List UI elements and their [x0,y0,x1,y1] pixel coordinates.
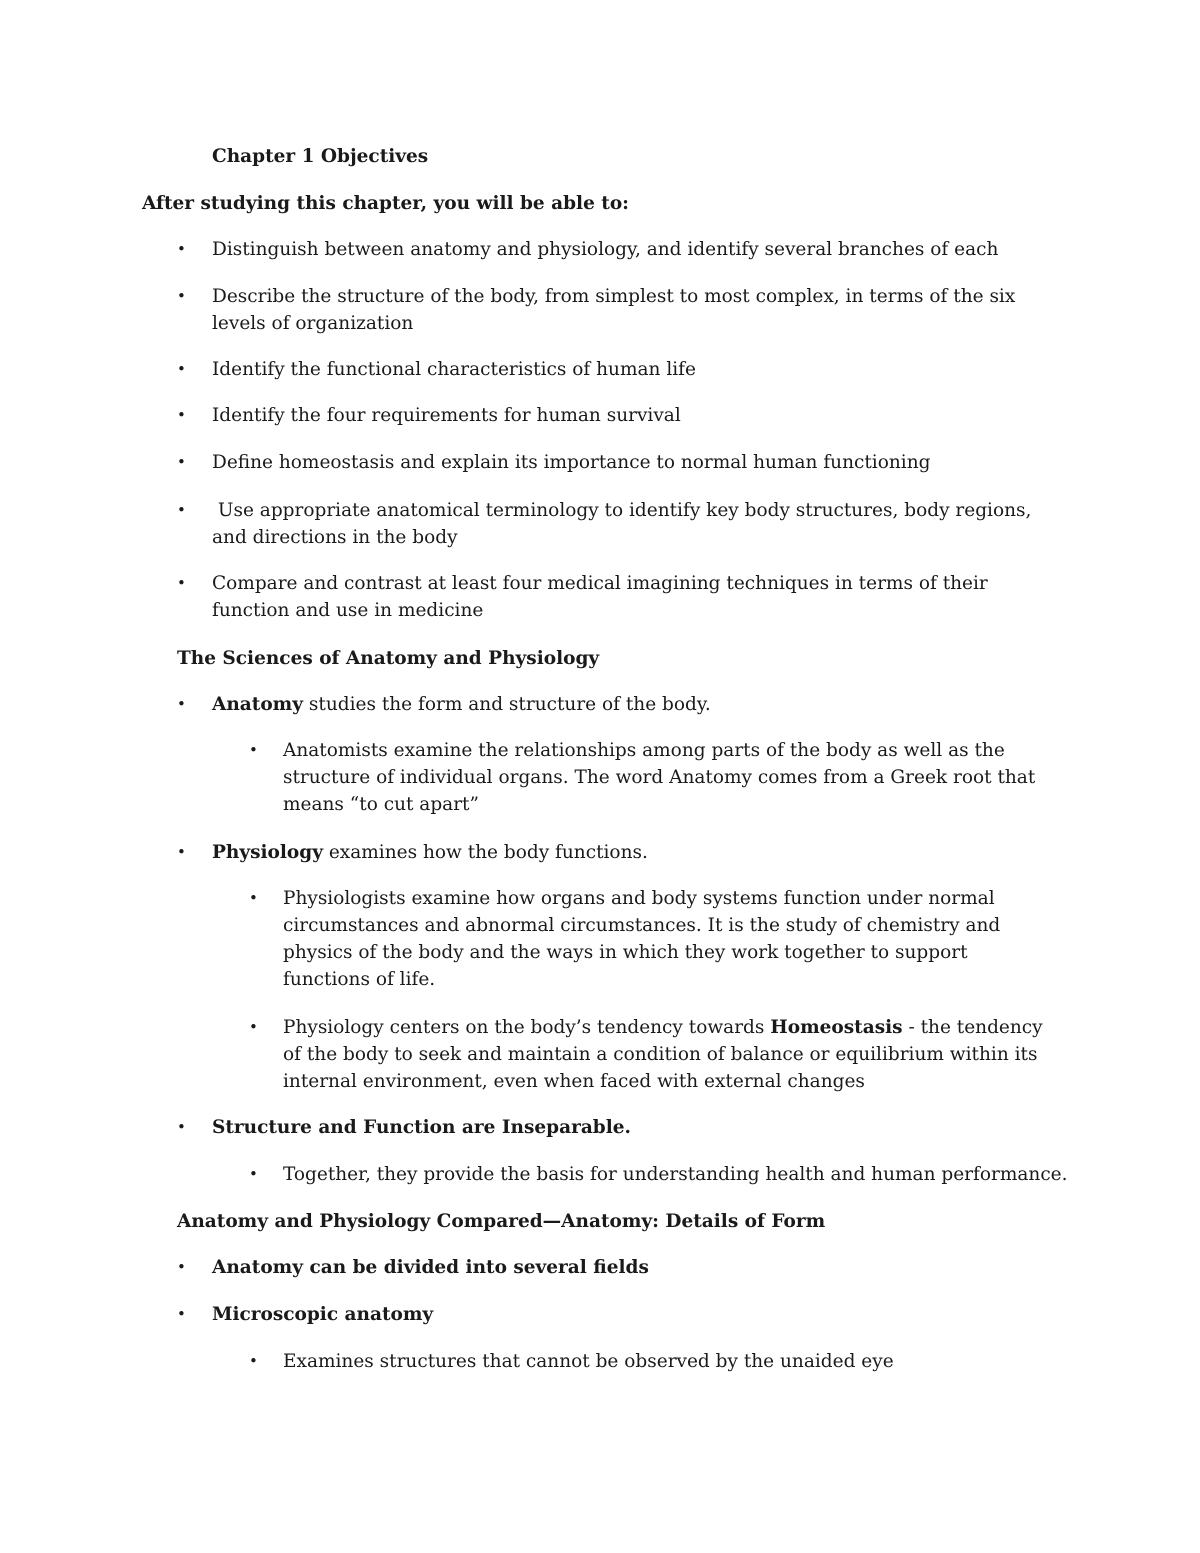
bullet-marker: • [177,501,186,519]
bullet-marker: • [177,1258,186,1276]
intro-text: After studying this chapter, you will be able to: [142,193,630,214]
homeostasis-text: internal environment, even when faced with external changes [283,1071,865,1092]
bullet-marker: • [177,574,186,592]
sub-bullet-marker: • [249,1018,258,1036]
bullet-marker: • [177,240,186,258]
objective-item: Compare and contrast at least four medical imagining techniques in terms of their [212,573,988,594]
physiology-text: examines how the body functions. [322,842,648,863]
anatomy-fields-item: Anatomy can be divided into several fields [212,1257,649,1278]
bullet-marker: • [177,287,186,305]
anatomy-sub-text: Anatomists examine the relationships among parts of the body as well as the [283,740,1005,761]
bullet-marker: • [177,360,186,378]
physiology-sub-text: physics of the body and the ways in which they work together to support [283,942,968,963]
bullet-marker: • [177,453,186,471]
bullet-marker: • [177,1118,186,1136]
objective-item-continued: levels of organization [212,313,414,334]
sub-bullet-marker: • [249,889,258,907]
objective-item: Identify the functional characteristics of human life [212,359,696,380]
structure-function-item: Structure and Function are Inseparable. [212,1117,631,1138]
structure-function-sub: Together, they provide the basis for understanding health and human performance. [283,1164,1068,1185]
physiology-sub-text: Physiologists examine how organs and body systems function under normal [283,888,995,909]
sub-bullet-marker: • [249,741,258,759]
anatomy-sub-text: means “to cut apart” [283,794,479,815]
objective-item: Identify the four requirements for human survival [212,405,681,426]
microscopic-anatomy-sub: Examines structures that cannot be observed by the unaided eye [283,1351,894,1372]
microscopic-anatomy-item: Microscopic anatomy [212,1304,434,1325]
objective-item: Use appropriate anatomical terminology to identify key body structures, body regions, [212,500,1032,521]
bullet-marker: • [177,406,186,424]
sub-bullet-marker: • [249,1165,258,1183]
objective-item-continued: and directions in the body [212,527,458,548]
bullet-marker: • [177,843,186,861]
homeostasis-text: of the body to seek and maintain a condition of balance or equilibrium within its [283,1044,1038,1065]
bullet-marker: • [177,1305,186,1323]
physiology-term: Physiology [212,842,323,863]
anatomy-item [212,691,711,718]
homeostasis-pre: Physiology centers on the body’s tendency towards [283,1017,771,1038]
chapter-title: Chapter 1 Objectives [212,146,429,167]
section-heading: The Sciences of Anatomy and Physiology [177,648,600,669]
anatomy-sub-text: structure of individual organs. The word Anatomy comes from a Greek root that [283,767,1036,788]
homeostasis-post: - the tendency [902,1017,1043,1038]
objective-item: Describe the structure of the body, from simplest to most complex, in terms of the six [212,286,1016,307]
anatomy-text: studies the form and structure of the body. [303,694,711,715]
homeostasis-term: Homeostasis [770,1017,903,1038]
objective-item: Distinguish between anatomy and physiology, and identify several branches of each [212,239,999,260]
homeostasis-line [283,1014,1043,1041]
sub-bullet-marker: • [249,1352,258,1370]
bullet-marker: • [177,695,186,713]
objective-item: Define homeostasis and explain its importance to normal human functioning [212,452,931,473]
section-heading: Anatomy and Physiology Compared—Anatomy: Details of Form [177,1211,826,1232]
physiology-sub-text: circumstances and abnormal circumstances. It is the study of chemistry and [283,915,1001,936]
objective-item-continued: function and use in medicine [212,600,484,621]
anatomy-term: Anatomy [212,694,304,715]
physiology-sub-text: functions of life. [283,969,436,990]
physiology-item [212,839,648,866]
